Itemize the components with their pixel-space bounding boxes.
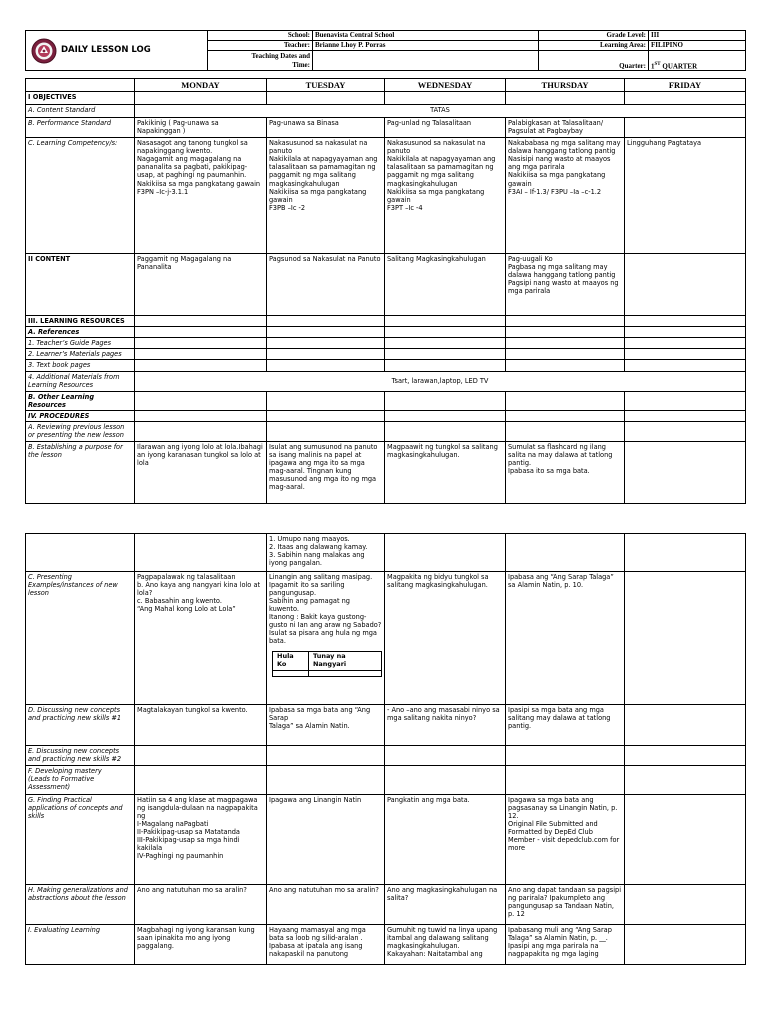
- day-thursday: THURSDAY: [506, 79, 625, 92]
- table-cell: [625, 118, 746, 138]
- table-cell: Nakababasa ng mga salitang may dalawa hanggang tatlong pantig Nasisipi nang wasto at maayos ang mga parirala Nakikiisa sa mga pangkatang gawain F3AI – If-1.3/ F3PU –Ia –c-1.2: [506, 138, 625, 254]
- table-cell: Ipagawa ang Linangin Natin: [267, 795, 385, 885]
- day-monday: MONDAY: [135, 79, 267, 92]
- table-cell: Isulat ang sumusunod na panuto sa isang malinis na papel at ipagawa ang mga ito sa mga mag-aaral. Tingnan kung masusunod ang mga ito ng mga mag-aaral.: [267, 441, 385, 503]
- table-cell: Pakikinig ( Pag-unawa sa Napakinggan ): [135, 118, 267, 138]
- add-materials-value: Tsart, larawan,laptop, LED TV: [135, 371, 746, 391]
- other-resources-row: [26, 391, 746, 410]
- table-cell: Paggamit ng Magagalang na Pananalita: [135, 254, 267, 316]
- table-cell: Nasasagot ang tanong tungkol sa napakinggang kwento. Nagagamit ang magagalang na pananalita sa pagbati, pakikipag-usap, at paghingi ng paumanhin. Nakikiisa sa mga pangkatang gawain F3PN –Ic-j-3.1.1: [135, 138, 267, 254]
- tb-row: [26, 360, 746, 371]
- mini-header-tunay: Tunay na Nangyari: [308, 652, 381, 671]
- table-cell: Ipasipi sa mga bata ang mga salitang may dalawa at tatlong pantig.: [506, 705, 625, 746]
- content-standard-row: [26, 105, 746, 118]
- procedures-label: IV. PROCEDURES: [26, 410, 135, 421]
- logo-title-cell: [26, 31, 208, 71]
- table-cell: Magpakita ng bidyu tungkol sa salitang magkasingkahulugan.: [385, 572, 506, 705]
- deped-seal-icon: [31, 38, 57, 64]
- lesson-table-page2: [25, 533, 746, 965]
- table-cell: [625, 254, 746, 316]
- document-title: DAILY LESSON LOG: [61, 44, 151, 55]
- performance-standard-row: [26, 118, 746, 138]
- presenting-row: [26, 572, 746, 705]
- table-cell: Pag-unlad ng Talasalitaan: [385, 118, 506, 138]
- generalizations-row: [26, 885, 746, 925]
- table-cell: Gumuhit ng tuwid na linya upang itambal ang dalawang salitang magkasingkahulugan. Kakayahan: Naitatambal ang: [385, 925, 506, 965]
- lm-label: 2. Learner’s Materials pages: [26, 349, 135, 360]
- performance-standard-label: B. Performance Standard: [26, 118, 135, 138]
- objectives-label: I OBJECTIVES: [26, 92, 135, 105]
- table-cell: Sumulat sa flashcard ng ilang salita na may dalawa at tatlong pantig. Ipabasa ito sa mga bata.: [506, 441, 625, 503]
- teacher-label: Teacher:: [208, 41, 313, 51]
- objectives-row: [26, 92, 746, 105]
- reviewing-label: A. Reviewing previous lesson or presenting the new lesson: [26, 421, 135, 441]
- table-cell: [625, 925, 746, 965]
- applications-row: [26, 795, 746, 885]
- grade-value: III: [649, 31, 746, 41]
- dates-value: [313, 51, 539, 71]
- discussing1-row: [26, 705, 746, 746]
- table-cell: Magpaawit ng tungkol sa salitang magkasingkahulugan.: [385, 441, 506, 503]
- table-cell: Ipabasa ang “Ang Sarap Talaga” sa Alamin Natin, p. 10.: [506, 572, 625, 705]
- mastery-row: [26, 766, 746, 795]
- table-cell: Salitang Magkasingkahulugan: [385, 254, 506, 316]
- table-cell: Palabigkasan at Talasalitaan/ Pagsulat at Pagbaybay: [506, 118, 625, 138]
- area-label: Learning Area:: [539, 41, 649, 51]
- table-cell: Hayaang mamasyal ang mga bata sa loob ng silid-aralan . Ipabasa at ipatala ang isang nakapaskil na panutong: [267, 925, 385, 965]
- table-cell: Lingguhang Pagtataya: [625, 138, 746, 254]
- generalizations-label: H. Making generalizations and abstractions about the lesson: [26, 885, 135, 925]
- day-tuesday: TUESDAY: [267, 79, 385, 92]
- reviewing-row: [26, 421, 746, 441]
- area-value: FILIPINO: [649, 41, 746, 51]
- quarter-value: 1ST QUARTER: [649, 51, 746, 71]
- content-label: II CONTENT: [26, 254, 135, 316]
- table-cell: Hatiin sa 4 ang klase at magpagawa ng isangdula-dulaan na nagpapakita ng I-Magalang naPagbati II-Pakikipag-usap sa Matatanda III-Pakikipag-usap sa mga hindi kakilala IV-Paghingi ng paumanhin: [135, 795, 267, 885]
- prediction-mini-table: [272, 651, 382, 677]
- table-cell: - Ano –ano ang masasabi ninyo sa mga salitang nakita ninyo?: [385, 705, 506, 746]
- add-materials-label: 4. Additional Materials from Learning Resources: [26, 371, 135, 391]
- school-value: Buenavista Central School: [313, 31, 539, 41]
- references-label: A. References: [26, 327, 135, 338]
- evaluating-label: I. Evaluating Learning: [26, 925, 135, 965]
- table-cell: Ipabasa sa mga bata ang “Ang Sarap Talaga” sa Alamin Natin.: [267, 705, 385, 746]
- table-cell: 1. Umupo nang maayos. 2. Itaas ang dalawang kamay. 3. Sabihin nang malakas ang iyong pangalan.: [267, 534, 385, 572]
- purpose-label: B. Establishing a purpose for the lesson: [26, 441, 135, 503]
- applications-label: G. Finding Practical applications of concepts and skills: [26, 795, 135, 885]
- tg-label: 1. Teacher’s Guide Pages: [26, 338, 135, 349]
- other-resources-label: B. Other Learning Resources: [26, 391, 135, 410]
- purpose-row: [26, 441, 746, 503]
- table-cell: [625, 705, 746, 746]
- teacher-value: Brianne Lhoy P. Porras: [313, 41, 539, 51]
- school-label: School:: [208, 31, 313, 41]
- discussing2-row: [26, 746, 746, 766]
- continuation-row: [26, 534, 746, 572]
- table-cell: Ilarawan ang iyong lolo at lola.Ibahagi an iyong karanasan tungkol sa lolo at lola: [135, 441, 267, 503]
- content-standard-value: TATAS: [135, 105, 746, 118]
- lesson-table-page1: [25, 78, 746, 504]
- grade-label: Grade Level:: [539, 31, 649, 41]
- table-cell: Pagpapalawak ng talasalitaan b. Ano kaya ang nangyari kina lolo at lola? c. Babasahin ang kwento. “Ang Mahal kong Lolo at Lola”: [135, 572, 267, 705]
- table-cell: Pag-uugali Ko Pagbasa ng mga salitang may dalawa hanggang tatlong pantig Pagsipi nang wasto at maayos ng mga parirala: [506, 254, 625, 316]
- table-cell: [625, 885, 746, 925]
- evaluating-row: [26, 925, 746, 965]
- tg-row: [26, 338, 746, 349]
- content-row: [26, 254, 746, 316]
- content-standard-label: A. Content Standard: [26, 105, 135, 118]
- table-cell: Pangkatin ang mga bata.: [385, 795, 506, 885]
- table-cell: [625, 441, 746, 503]
- table-cell: Ano ang dapat tandaan sa pagsipi ng parirala? Ipakumpleto ang pangungusap sa Tandaan Natin, p. 12: [506, 885, 625, 925]
- day-wednesday: WEDNESDAY: [385, 79, 506, 92]
- presenting-label: C. Presenting Examples/instances of new lesson: [26, 572, 135, 705]
- dates-label: Teaching Dates and Time:: [208, 51, 313, 71]
- mini-header-hula: Hula Ko: [273, 652, 309, 671]
- mastery-label: F. Developing mastery (Leads to Formative Assessment): [26, 766, 135, 795]
- resources-label: III. LEARNING RESOURCES: [26, 316, 135, 327]
- table-cell: Magtalakayan tungkol sa kwento.: [135, 705, 267, 746]
- corner-cell: [26, 79, 135, 92]
- references-row: [26, 327, 746, 338]
- table-cell: [625, 795, 746, 885]
- tb-label: 3. Text book pages: [26, 360, 135, 371]
- day-friday: FRIDAY: [625, 79, 746, 92]
- table-cell: Pag-unawa sa Binasa: [267, 118, 385, 138]
- competency-row: [26, 138, 746, 254]
- table-cell: Ano ang natutuhan mo sa aralin?: [267, 885, 385, 925]
- presenting-tuesday-text: Linangin ang salitang masipag. Ipagamit ito sa sariling pangungusap. Sabihin ang pamagat ng kuwento. Itanong : Bakit kaya gustong-gusto ni Ian ang araw ng Sabado? Isulat sa pisara ang hula ng mga bata.: [269, 573, 382, 646]
- table-cell: Magbahagi ng iyong karansan kung saan ipinakita mo ang iyong paggalang.: [135, 925, 267, 965]
- discussing1-label: D. Discussing new concepts and practicing new skills #1: [26, 705, 135, 746]
- quarter-label: Quarter:: [539, 51, 649, 71]
- days-header-row: [26, 79, 746, 92]
- procedures-row: [26, 410, 746, 421]
- table-cell: Nakasusunod sa nakasulat na panuto Nakikilala at napagyayaman ang talasalitaan sa pamamagitan ng paggamit ng mga salitang magkasingkahulugan Nakikiisa sa mga pangkatang gawain F3PB –Ic -2: [267, 138, 385, 254]
- table-cell: Pagsunod sa Nakasulat na Panuto: [267, 254, 385, 316]
- resources-row: [26, 316, 746, 327]
- table-cell: Nakasusunod sa nakasulat na panuto Nakikilala at napagyayaman ang talasalitaan sa pamamagitan ng paggamit ng mga salitang magkasingkahulugan Nakikiisa sa mga pangkatang gawain F3PT –Ic -4: [385, 138, 506, 254]
- table-cell: [625, 572, 746, 705]
- lm-row: [26, 349, 746, 360]
- add-materials-row: [26, 371, 746, 391]
- table-cell: Ano ang magkasingkahulugan na salita?: [385, 885, 506, 925]
- table-cell: Ano ang natutuhan mo sa aralin?: [135, 885, 267, 925]
- table-cell: [267, 572, 385, 705]
- discussing2-label: E. Discussing new concepts and practicing new skills #2: [26, 746, 135, 766]
- header-table: [25, 30, 746, 71]
- competency-label: C. Learning Competency/s:: [26, 138, 135, 254]
- table-cell: Ipabasang muli ang “Ang Sarap Talaga” sa Alamin Natin, p. __. Ipasipi ang mga parirala na nagpapakita ng mga laging: [506, 925, 625, 965]
- table-cell: Ipagawa sa mga bata ang pagsasanay sa Linangin Natin, p. 12. Original File Submitted and Formatted by DepEd Club Member - visit depedclub.com for more: [506, 795, 625, 885]
